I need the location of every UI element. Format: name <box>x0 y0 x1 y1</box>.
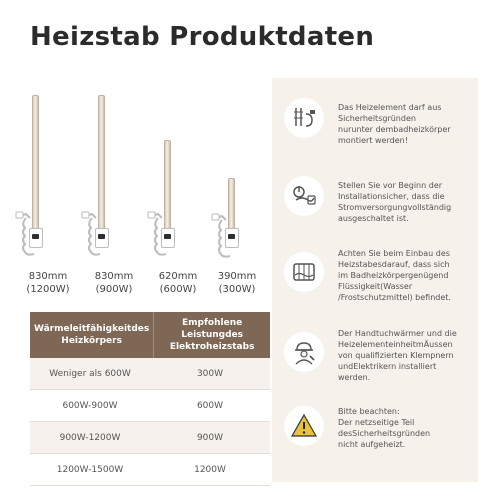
note-line: Achten Sie beim Einbau des <box>338 249 450 258</box>
heater-plug-icon <box>284 98 324 138</box>
page-title: Heizstab Produktdaten <box>30 22 375 52</box>
product-length: 390mm <box>217 271 257 282</box>
table-cell: 900W <box>196 432 224 443</box>
coiled-cable-icon <box>208 212 248 262</box>
note-text <box>338 102 470 146</box>
table-header-conductivity: Wärmeleitfähigkeitdes Heizkörpers <box>34 324 150 346</box>
table-row <box>30 390 270 422</box>
table-header <box>30 312 270 358</box>
technician-icon <box>284 332 324 372</box>
table-cell: 1200W-1500W <box>56 464 124 475</box>
note-line: desSicherheitsgründen <box>338 429 431 438</box>
note-line: von qualifizierten Klempnern <box>338 351 454 360</box>
table-header-recommended: Empfohlene Leistungdes Elektroheizstabs <box>153 312 270 358</box>
coiled-cable-icon <box>78 210 118 260</box>
product-power: (1200W) <box>26 284 70 295</box>
product-power: (900W) <box>95 284 133 295</box>
heater-product-600w <box>144 140 208 290</box>
note-text <box>338 328 470 383</box>
table-cell: 600W <box>196 400 224 411</box>
heater-product-900w <box>78 95 142 295</box>
table-cell: 600W-900W <box>62 400 118 411</box>
notes-panel <box>272 78 478 482</box>
note-text <box>338 180 470 224</box>
note-line: ausgeschaltet ist. <box>338 214 409 223</box>
power-off-icon <box>284 176 324 216</box>
note-line: im Badheizkörpergenügend <box>338 271 449 280</box>
radiator-fluid-icon <box>284 252 324 292</box>
warning-icon <box>284 406 324 446</box>
table-body <box>30 358 270 486</box>
table-cell: 300W <box>196 368 224 379</box>
product-label <box>202 270 272 296</box>
product-label <box>79 270 149 296</box>
table-row <box>30 454 270 486</box>
product-label <box>13 270 83 296</box>
coiled-cable-icon <box>144 210 184 260</box>
product-power: (300W) <box>218 284 256 295</box>
power-table <box>30 312 270 486</box>
note-line: werden. <box>338 373 371 382</box>
coiled-cable-icon <box>12 210 52 260</box>
note-line: undElektrikern installiert <box>338 362 437 371</box>
note-line: HeizelementeinheitmÄussen <box>338 340 453 349</box>
note-text <box>338 406 470 450</box>
note-line: Der netzseitige Teil <box>338 418 415 427</box>
note-line: Flüssigkeit(Wasser <box>338 282 413 291</box>
note-line: Stromversorgungvollständig <box>338 203 452 212</box>
table-cell: 1200W <box>194 464 226 475</box>
table-row <box>30 422 270 454</box>
note-line: Der Handtuchwärmer und die <box>338 329 457 338</box>
note-line: /Frostschutzmittel) befindet. <box>338 293 451 302</box>
note-line: Heizstabesdarauf, dass sich <box>338 260 450 269</box>
product-power: (600W) <box>159 284 197 295</box>
note-line: Installationsicher, dass die <box>338 192 445 201</box>
note-line: Stellen Sie vor Beginn der <box>338 181 443 190</box>
table-cell: Weniger als 600W <box>49 368 131 379</box>
table-row <box>30 358 270 390</box>
note-line: Das Heizelement darf aus <box>338 103 442 112</box>
product-length: 830mm <box>28 271 68 282</box>
note-line: nicht aufgeheizt. <box>338 440 406 449</box>
note-text <box>338 248 470 303</box>
note-line: Sicherheitsgründen <box>338 114 416 123</box>
product-length: 830mm <box>94 271 134 282</box>
heater-product-1200w <box>12 95 76 295</box>
note-line: nurunter dembadheizkörper <box>338 125 451 134</box>
note-line: montiert werden! <box>338 136 408 145</box>
product-length: 620mm <box>158 271 198 282</box>
note-line: Bitte beachten: <box>338 407 400 416</box>
table-cell: 900W-1200W <box>59 432 121 443</box>
